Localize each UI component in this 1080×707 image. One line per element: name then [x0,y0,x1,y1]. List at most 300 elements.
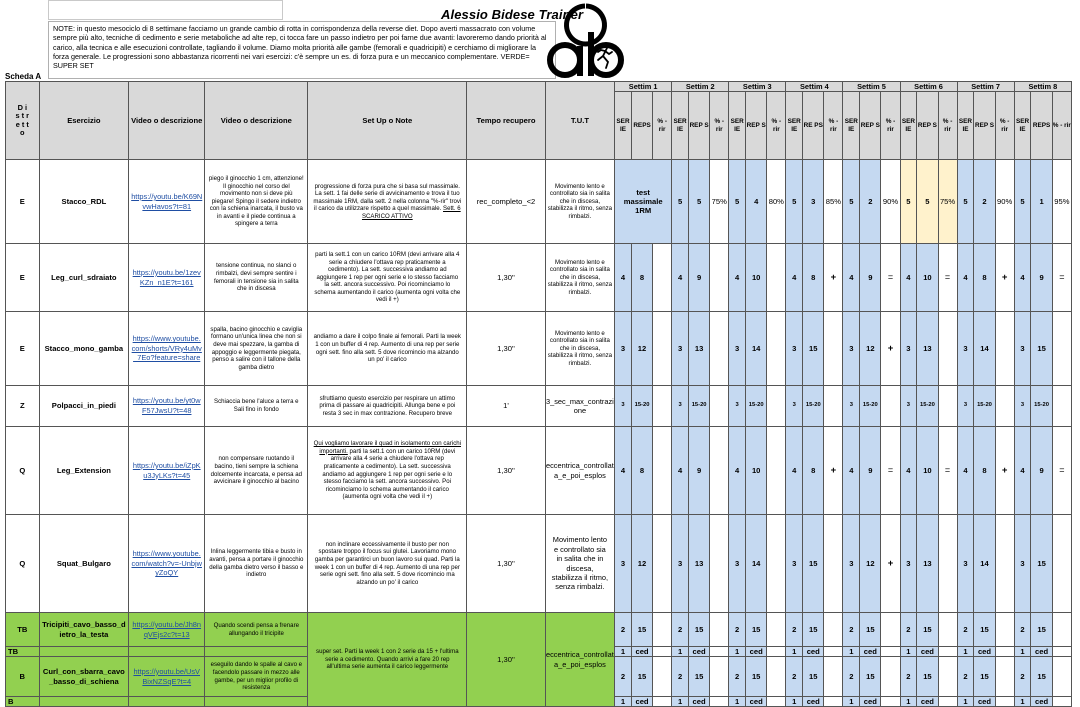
rir-cell [824,515,843,613]
rir-cell [710,515,729,613]
reps-cell: 2 [974,160,995,244]
rir-cell [1052,515,1071,613]
week-header: Settim 7 [957,82,1014,92]
reps-cell: 15 [631,657,652,697]
reps-cell: 15 [803,657,824,697]
video-link[interactable]: https://youtu.be/yt0wF57JwsU?t=48 [129,386,205,427]
video-link [129,647,205,657]
tut-cell: Movimento lento e controllato sia in salita che in discesa, stabilizza il ritmo, senza rimbalzi. [545,244,614,312]
week-header: Settim 8 [1014,82,1071,92]
rir-cell [938,657,957,697]
reps-cell: 4 [746,160,767,244]
rir-cell [767,647,786,657]
sub-serie: SER IE [786,92,803,160]
col-tut: T.U.T [545,82,614,160]
reps-cell: 8 [803,427,824,515]
serie-cell: 1 [1014,647,1031,657]
rir-cell [1052,613,1071,647]
rir-cell: = [881,244,900,312]
serie-cell: 2 [900,613,917,647]
serie-cell: 2 [843,657,860,697]
reps-cell: ced [860,697,881,707]
rir-cell [767,515,786,613]
rir-cell [938,613,957,647]
reps-cell: ced [974,697,995,707]
sub-rir: % - rir [824,92,843,160]
serie-cell: 5 [786,160,803,244]
serie-cell: 1 [786,647,803,657]
week-header: Settim 4 [786,82,843,92]
serie-cell: 2 [843,613,860,647]
week-header: Settim 3 [729,82,786,92]
serie-cell: 4 [1014,427,1031,515]
rir-cell [824,647,843,657]
reps-cell: 15 [1031,312,1052,386]
serie-cell: 3 [1014,515,1031,613]
exercise-name: Stacco_RDL [39,160,129,244]
rir-cell: = [881,427,900,515]
col-video-2: Video o descrizione [205,82,308,160]
rir-cell [938,312,957,386]
serie-cell: 2 [729,657,746,697]
exercise-description: tensione continua, no slanci o rimbalzi, devi sempre sentire i femorali in tensione sia in salita che in discesa [205,244,308,312]
rest-time: 1' [467,386,545,427]
reps-cell: 2 [860,160,881,244]
serie-cell: 5 [1014,160,1031,244]
serie-cell: 4 [786,244,803,312]
reps-cell: 1 [1031,160,1052,244]
reps-cell: 15-20 [1031,386,1052,427]
rir-cell: 85% [824,160,843,244]
sub-rir: % - rir [1052,92,1071,160]
exercise-description: piego il ginocchio 1 cm, attenzione! Il ginocchio nel corso del movimento non si deve più piegare! Spingo il sedere indietro con la schiena inarcata, il busto va in avanti e il piede continua a spingere a terra [205,160,308,244]
serie-cell: 4 [615,427,632,515]
rir-cell [710,244,729,312]
setup-note: andiamo a dare il colpo finale ai femorali. Parti la week 1 con un buffer di 4 rep. Aumento di una rep per serie ogni sett. fino alla sett. 5 dove ricomincio ma alzando un po' il carico [308,312,467,386]
reps-cell: 15 [1031,515,1052,613]
exercise-description [205,647,308,657]
reps-cell: ced [803,697,824,707]
serie-cell: 4 [843,244,860,312]
reps-cell: 10 [746,427,767,515]
video-link [129,697,205,707]
serie-cell: 4 [1014,244,1031,312]
reps-cell: 15-20 [974,386,995,427]
rir-cell [653,312,672,386]
tut-cell: eccentrica_controllata_e_poi_esplos [545,613,614,707]
serie-cell: 3 [1014,312,1031,386]
sub-reps: REP S [746,92,767,160]
reps-cell: ced [917,697,938,707]
rir-cell [653,697,672,707]
reps-cell: 12 [631,312,652,386]
serie-cell: 3 [900,312,917,386]
serie-cell: 4 [729,427,746,515]
setup-note-text: progressione di forza pura che si basa sul massimale. La sett. 1 fai delle serie di avvicinamento e trova il tuo massimale 1RM, dalla sett. 2 nella colonna "%-rir" trovi il carico da utilizzare rispetto a quel massimale. [313,182,462,213]
rir-cell [767,386,786,427]
reps-cell: 15 [974,657,995,697]
rir-cell [824,657,843,697]
rir-cell: = [938,427,957,515]
rir-cell [767,427,786,515]
serie-cell: 3 [1014,386,1031,427]
distretto-cell: Z [6,386,40,427]
serie-cell: 2 [957,613,974,647]
video-link[interactable]: https://www.youtube.com/watch?v=-UnbjwyZoQY [129,515,205,613]
rir-cell [881,697,900,707]
serie-cell: 5 [843,160,860,244]
tut-cell: 3_sec_max_contrazione [545,386,614,427]
distretto-cell: B [6,697,40,707]
reps-cell: 14 [974,515,995,613]
exercise-name: Tricipiti_cavo_basso_dietro_la_testa [39,613,129,647]
rir-cell: 90% [881,160,900,244]
rir-cell [824,613,843,647]
exercise-name: Leg_curl_sdraiato [39,244,129,312]
serie-cell: 3 [843,312,860,386]
note-text: NOTE: in questo mesociclo di 8 settimane facciamo un grande cambio di rotta in corrispondenza della reverse diet. Dopo averti massacrato con volume sempre più alto, tecniche di cedimento e serie metaboliche ad alte rep, ci tocca fare un passo indietro per poi farne due avanti: lavoreremo dando priorità al carico, alla tecnica e alle esecuzioni controllate, tagliando il volume. Diamo molta priorità alle gambe (femorali e quadricipiti) e cerchiamo di migliorare la forza generale. Le progressioni sono abbastanza ricorrenti nei vari esercizi: c'è sempre un es. di forza pura e un meccanico complementare. VERDE= SUPER SET [48,21,556,79]
rir-cell: + [995,244,1014,312]
rir-cell [710,647,729,657]
serie-cell: 3 [957,515,974,613]
serie-cell: 2 [786,657,803,697]
setup-note [308,160,467,244]
serie-cell: 1 [672,697,689,707]
exercise-description: eseguilo dando le spalle al cavo e facendolo passare in mezzo alle gambe, per un miglior profilo di resistenza [205,657,308,697]
serie-cell: 4 [672,244,689,312]
reps-cell: 15-20 [917,386,938,427]
tut-cell: Movimento lento e controllato sia in salita che in discesa, stabilizza il ritmo, senza rimbalzi. [545,160,614,244]
table-row [6,312,1072,386]
rir-cell [653,244,672,312]
rir-cell: + [824,427,843,515]
rir-cell [710,657,729,697]
reps-cell: 15 [746,657,767,697]
serie-cell: 3 [786,386,803,427]
setup-note: parti la sett.1 con un carico 10RM (devi arrivare alla 4 serie a chiudere l'ottava rep praticamente a cedimento). La sett. successiva andiamo ad aggiungere 1 rep per ogni serie e lo stesso facciamo la sett. ancora successivo. Poi ricominciamo lo schema aumentando il carico (aumenta ogni volta che vedi il +) [308,244,467,312]
serie-cell: 4 [900,244,917,312]
rir-cell [1052,312,1071,386]
sub-reps: REPS [631,92,652,160]
serie-cell: 5 [957,160,974,244]
reps-cell: 15 [860,613,881,647]
tut-cell: Movimento lento e controllato sia in salita che in discesa, stabilizza il ritmo, senza rimbalzi. [545,312,614,386]
rir-cell: 90% [995,160,1014,244]
distretto-cell: E [6,160,40,244]
reps-cell: 15 [1031,657,1052,697]
distretto-cell: TB [6,647,40,657]
reps-cell: 15 [688,657,709,697]
rir-cell [1052,657,1071,697]
rir-cell [653,427,672,515]
serie-cell: 4 [843,427,860,515]
reps-cell: 14 [746,312,767,386]
reps-cell: ced [1031,647,1052,657]
distretto-cell: E [6,312,40,386]
serie-cell: 3 [957,312,974,386]
sub-serie: SER IE [900,92,917,160]
reps-cell: 3 [803,160,824,244]
rest-time: 1,30'' [467,613,545,707]
reps-cell: ced [631,697,652,707]
workout-table [5,81,1072,707]
rir-cell: 75% [710,160,729,244]
exercise-description: Quando scendi pensa a frenare allungando il tricipite [205,613,308,647]
sub-rir: % - rir [995,92,1014,160]
reps-cell: 15-20 [860,386,881,427]
trainer-title: Alessio Bidese Trainer [441,7,584,22]
rir-cell [995,386,1014,427]
week-header: Settim 1 [615,82,672,92]
reps-cell: 15-20 [631,386,652,427]
rir-cell [938,647,957,657]
rir-cell [824,386,843,427]
exercise-description: Schiaccia bene l'aluce a terra e Sali fino in fondo [205,386,308,427]
reps-cell: ced [746,697,767,707]
col-recupero: Tempo recupero [467,82,545,160]
reps-cell: ced [746,647,767,657]
table-row [6,386,1072,427]
rir-cell: = [938,244,957,312]
serie-cell: 3 [615,515,632,613]
sub-serie: SER IE [957,92,974,160]
reps-cell: ced [688,647,709,657]
serie-cell: 2 [615,657,632,697]
reps-cell: 12 [860,312,881,386]
rest-time: 1,30'' [467,312,545,386]
sub-rir: % - rir [767,92,786,160]
exercise-description [205,697,308,707]
reps-cell: 12 [860,515,881,613]
reps-cell: 15 [803,312,824,386]
reps-cell: 15-20 [803,386,824,427]
rir-cell [653,515,672,613]
serie-cell: 3 [957,386,974,427]
table-row [6,244,1072,312]
serie-cell: 2 [957,657,974,697]
rir-cell [710,427,729,515]
reps-cell: ced [917,647,938,657]
reps-cell: 15 [860,657,881,697]
reps-cell: 5 [688,160,709,244]
reps-cell: 8 [803,244,824,312]
test-massimale: test massimale 1RM [615,160,672,244]
sub-rir: % - rir [710,92,729,160]
rir-cell [824,312,843,386]
serie-cell: 3 [900,515,917,613]
sub-reps: REP S [917,92,938,160]
sub-serie: SER IE [843,92,860,160]
sub-reps: RE PS [803,92,824,160]
rir-cell: + [995,427,1014,515]
serie-cell: 1 [900,647,917,657]
sub-reps: REP S [688,92,709,160]
sub-rir: % - rir [653,92,672,160]
video-link[interactable]: https://youtu.be/iZpKu3JyLKs?t=45 [129,427,205,515]
rir-cell [767,312,786,386]
video-link[interactable]: https://youtu.be/Jh8nqVEjs2c?t=13 [129,613,205,647]
rir-cell [710,312,729,386]
serie-cell: 1 [672,647,689,657]
reps-cell: ced [860,647,881,657]
exercise-description: spalla, bacino ginocchio e caviglia formano un'unica linea che non si deve mai spezzare, la gamba di appoggio e leggermente piegata, penso a salire con il tallone della gamba dietro [205,312,308,386]
serie-cell: 2 [1014,657,1031,697]
rir-cell [881,657,900,697]
serie-cell: 1 [843,647,860,657]
rir-cell [881,613,900,647]
exercise-name: Curl_con_sbarra_cavo_basso_di_schiena [39,657,129,697]
sub-reps: REPS [1031,92,1052,160]
col-setup: Set Up o Note [308,82,467,160]
serie-cell: 5 [672,160,689,244]
serie-cell: 2 [1014,613,1031,647]
reps-cell: ced [974,647,995,657]
sub-reps: REP S [860,92,881,160]
serie-cell: 2 [729,613,746,647]
exercise-name [39,697,129,707]
rir-cell: 75% [938,160,957,244]
rir-cell: = [1052,427,1071,515]
reps-cell: ced [803,647,824,657]
sub-reps: REP S [974,92,995,160]
rir-cell [710,386,729,427]
setup-note: super set. Parti la week 1 con 2 serie da 15 + l'ultima serie a cedimento. Quando arrivi a fare 20 rep all'ultima serie aumenta il carico leggermente [308,613,467,707]
rir-cell [881,647,900,657]
sub-serie: SER IE [615,92,632,160]
col-esercizio: Esercizio [39,82,129,160]
reps-cell: 15 [803,515,824,613]
video-link[interactable]: https://youtu.be/UsVBixNZSqE?t=4 [129,657,205,697]
rir-cell [938,697,957,707]
serie-cell: 1 [615,647,632,657]
ab-runner-logo-icon [546,2,626,84]
serie-cell: 3 [843,515,860,613]
sub-serie: SER IE [1014,92,1031,160]
rir-cell: 80% [767,160,786,244]
serie-cell: 4 [729,244,746,312]
serie-cell: 5 [729,160,746,244]
rir-cell [653,647,672,657]
rest-time: 1,30'' [467,427,545,515]
reps-cell: 13 [917,515,938,613]
serie-cell: 3 [729,312,746,386]
rir-cell [653,613,672,647]
setup-note-text: parti la sett.1 con un carico 10RM (devi arrivare alla 4 serie a chiudere l'ottava rep praticamente a cedimento). La sett. successiva andiamo ad aggiungere 1 rep per ogni serie e lo stesso facciamo la sett. ancora successivo. Poi ricominciamo lo schema aumentando il carico (aumenta ogni volta che vedi il +) [322,447,456,501]
rest-time: 1,30'' [467,244,545,312]
rir-cell [653,657,672,697]
exercise-name: Stacco_mono_gamba [39,312,129,386]
setup-note-highlight: Qui vogliamo lavorare il quad in isolamento con carichi importanti. [313,440,461,455]
rir-cell [995,657,1014,697]
video-link[interactable]: https://youtu.be/K69NvwHavos?t=81 [129,160,205,244]
serie-cell: 2 [672,657,689,697]
reps-cell: 9 [688,427,709,515]
serie-cell: 3 [900,386,917,427]
reps-cell: 15 [631,613,652,647]
reps-cell: 5 [917,160,938,244]
serie-cell: 3 [672,515,689,613]
exercise-name [39,647,129,657]
table-row [6,160,1072,244]
rir-cell [767,657,786,697]
rir-cell [710,613,729,647]
rir-cell [995,697,1014,707]
reps-cell: 15 [688,613,709,647]
table-row [6,613,1072,647]
serie-cell: 3 [729,515,746,613]
rir-cell [767,244,786,312]
distretto-cell: B [6,657,40,697]
rir-cell: + [824,244,843,312]
video-link[interactable]: https://www.youtube.com/shorts/VRy4uMv_7Eo?feature=share [129,312,205,386]
video-link[interactable]: https://youtu.be/1zevKZn_n1E?t=161 [129,244,205,312]
reps-cell: 12 [631,515,652,613]
serie-cell: 1 [729,697,746,707]
serie-cell: 1 [615,697,632,707]
serie-cell: 1 [900,697,917,707]
serie-cell: 3 [672,386,689,427]
rir-cell [767,613,786,647]
reps-cell: 8 [974,244,995,312]
reps-cell: 15 [746,613,767,647]
rir-cell [995,613,1014,647]
serie-cell: 1 [1014,697,1031,707]
reps-cell: 15 [917,613,938,647]
week-header: Settim 5 [843,82,900,92]
reps-cell: 9 [860,427,881,515]
setup-note [308,427,467,515]
serie-cell: 1 [729,647,746,657]
rir-cell [653,386,672,427]
reps-cell: 10 [917,244,938,312]
rir-cell: 95% [1052,160,1071,244]
rir-cell: + [881,515,900,613]
sub-serie: SER IE [672,92,689,160]
rir-cell [1052,697,1071,707]
tut-cell: eccentrica_controllata_e_poi_esplos [545,427,614,515]
reps-cell: 14 [974,312,995,386]
reps-cell: 15 [917,657,938,697]
serie-cell: 3 [615,312,632,386]
reps-cell: 15 [1031,613,1052,647]
reps-cell: 9 [860,244,881,312]
table-row [6,427,1072,515]
setup-note-highlight: Sett. 6 SCARICO ATTIVO [361,205,461,220]
reps-cell: 15-20 [746,386,767,427]
distretto-cell: E [6,244,40,312]
serie-cell: 4 [786,427,803,515]
week-header: Settim 2 [672,82,729,92]
tut-cell: Movimento lento e controllato sia in salita che in discesa, stabilizza il ritmo, senza rimbalzi. [545,515,614,613]
serie-cell: 5 [900,160,917,244]
rir-cell [881,386,900,427]
serie-cell: 1 [957,697,974,707]
rir-cell [1052,647,1071,657]
reps-cell: 14 [746,515,767,613]
serie-cell: 2 [672,613,689,647]
serie-cell: 4 [957,244,974,312]
serie-cell: 3 [786,312,803,386]
rir-cell [824,697,843,707]
serie-cell: 4 [672,427,689,515]
exercise-description: Inlina leggermente tibia e busto in avanti, pensa a portare il ginocchio della gamba dietro verso il basso e indietro [205,515,308,613]
rir-cell: = [1052,244,1071,312]
serie-cell: 4 [957,427,974,515]
rir-cell [1052,386,1071,427]
sub-serie: SER IE [729,92,746,160]
rest-time: 1,30'' [467,515,545,613]
scheda-label: Scheda A [5,72,42,81]
